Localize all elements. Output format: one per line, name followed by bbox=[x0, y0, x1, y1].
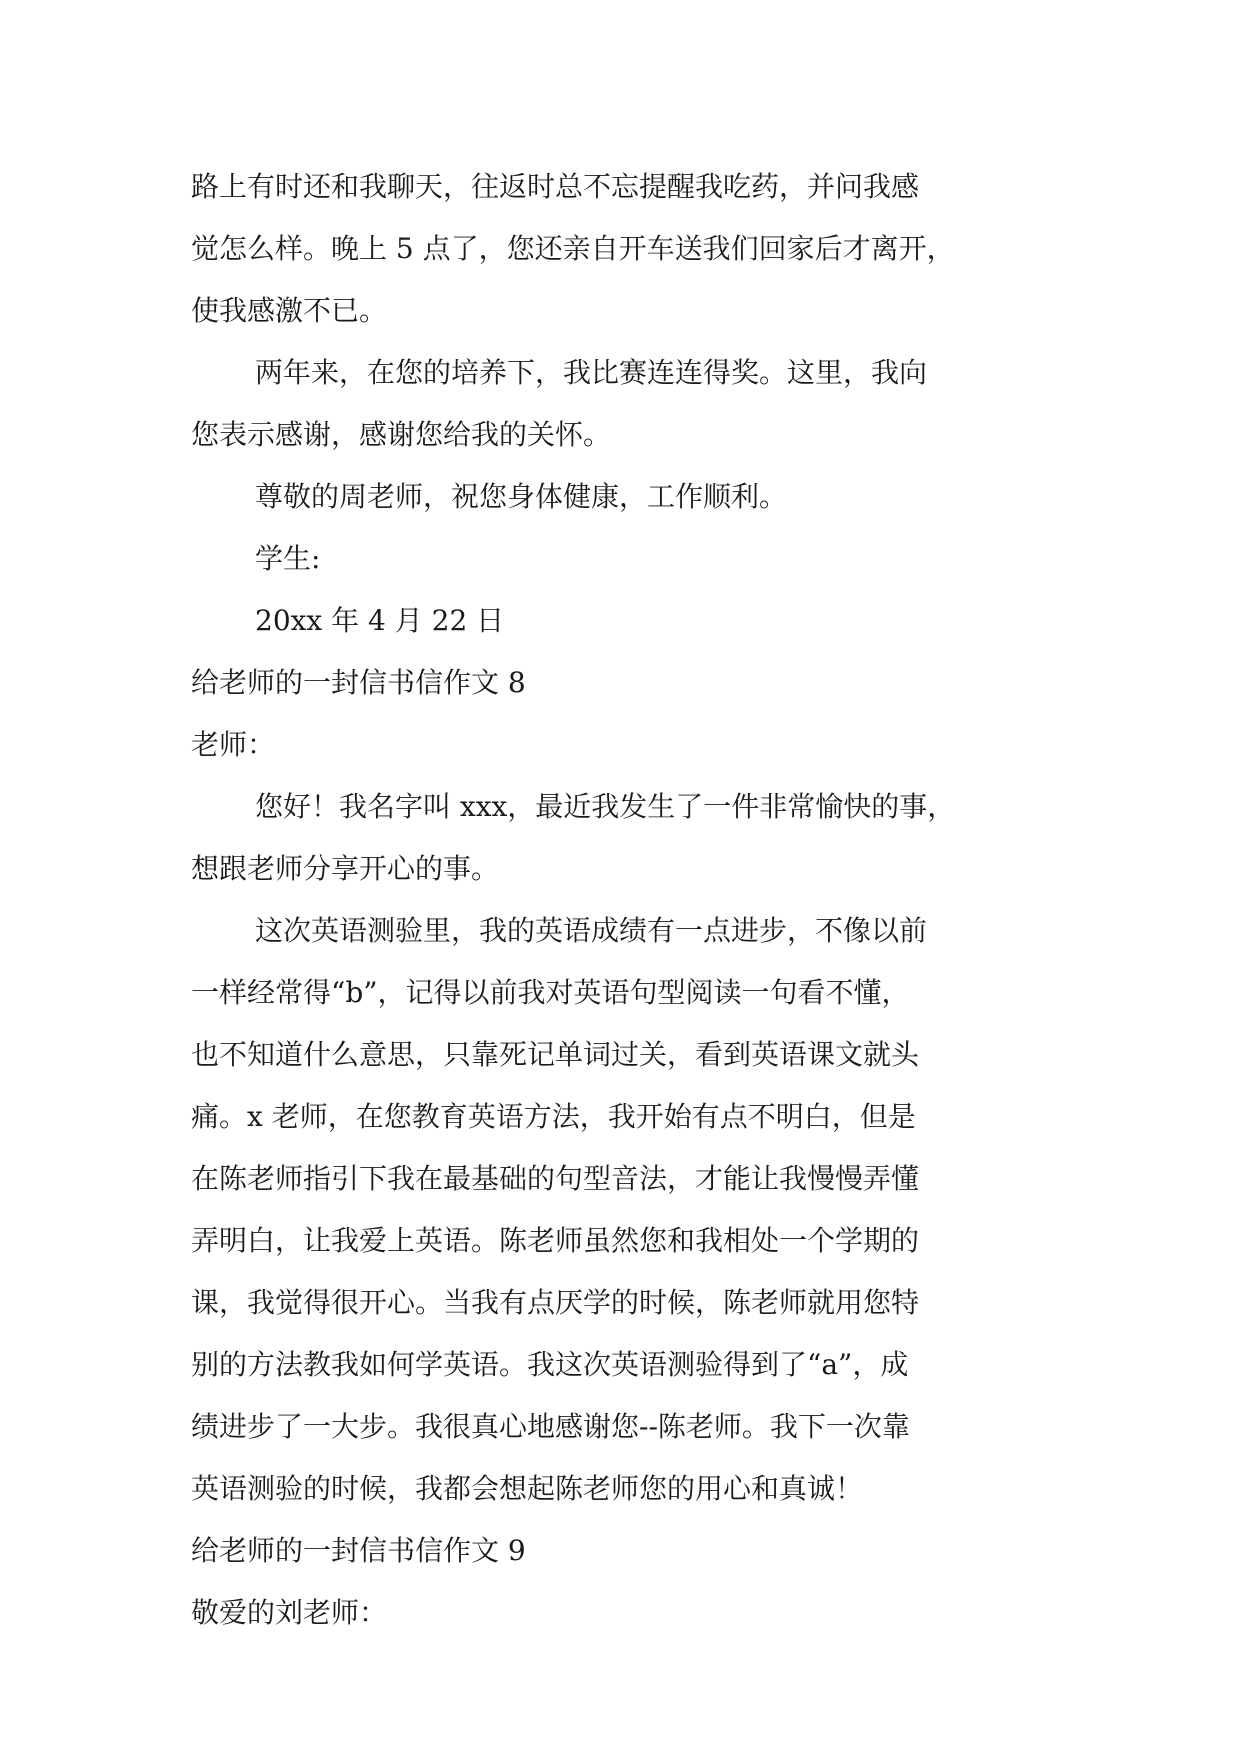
text-line: 也不知道什么意思，只靠死记单词过关，看到英语课文就头 bbox=[191, 1038, 920, 1071]
text-line: 一样经常得“b”，记得以前我对英语句型阅读一句看不懂， bbox=[191, 976, 910, 1009]
text-line: 20xx 年 4 月 22 日 bbox=[255, 604, 505, 637]
text-line: 两年来，在您的培养下，我比赛连连得奖。这里，我向 bbox=[255, 356, 928, 389]
text-line: 英语测验的时候，我都会想起陈老师您的用心和真诚！ bbox=[191, 1472, 864, 1505]
text-line: 绩进步了一大步。我很真心地感谢您--陈老师。我下一次靠 bbox=[191, 1410, 910, 1443]
text-line: 路上有时还和我聊天，往返时总不忘提醒我吃药，并问我感 bbox=[191, 170, 920, 203]
text-line: 使我感激不已。 bbox=[191, 294, 388, 327]
text-line: 学生: bbox=[255, 542, 321, 575]
text-line: 课，我觉得很开心。当我有点厌学的时候，陈老师就用您特 bbox=[191, 1286, 920, 1319]
text-line: 老师： bbox=[191, 728, 276, 761]
text-line: 觉怎么样。晚上 5 点了，您还亲自开车送我们回家后才离开， bbox=[191, 232, 955, 265]
salutation bbox=[191, 714, 1061, 776]
signature-date bbox=[191, 590, 1061, 652]
paragraph-thanks bbox=[191, 342, 1061, 466]
heading-text: 给老师的一封信书信作文 8 bbox=[191, 666, 526, 699]
salutation bbox=[191, 1582, 1061, 1644]
text-line: 弄明白，让我爱上英语。陈老师虽然您和我相处一个学期的 bbox=[191, 1224, 920, 1257]
text-line: 痛。x 老师，在您教育英语方法，我开始有点不明白，但是 bbox=[191, 1100, 916, 1133]
text-line: 想跟老师分享开心的事。 bbox=[191, 852, 500, 885]
text-line: 您好！我名字叫 xxx，最近我发生了一件非常愉快的事， bbox=[255, 790, 956, 823]
paragraph-wishes bbox=[191, 466, 1061, 528]
text-line: 别的方法教我如何学英语。我这次英语测验得到了“a”，成 bbox=[191, 1348, 909, 1381]
text-line: 尊敬的周老师，祝您身体健康，工作顺利。 bbox=[255, 480, 788, 513]
section-heading-9 bbox=[191, 1520, 1061, 1582]
document-page bbox=[191, 156, 1061, 1644]
text-line: 在陈老师指引下我在最基础的句型音法，才能让我慢慢弄懂 bbox=[191, 1162, 920, 1195]
signature-student bbox=[191, 528, 1061, 590]
paragraph-english-test bbox=[191, 900, 1061, 1520]
paragraph-greeting bbox=[191, 776, 1061, 900]
text-line: 这次英语测验里，我的英语成绩有一点进步，不像以前 bbox=[255, 914, 928, 947]
heading-text: 给老师的一封信书信作文 9 bbox=[191, 1534, 526, 1567]
text-line: 您表示感谢，感谢您给我的关怀。 bbox=[191, 418, 612, 451]
paragraph-closing-story bbox=[191, 156, 1061, 342]
section-heading-8 bbox=[191, 652, 1061, 714]
text-line: 敬爱的刘老师： bbox=[191, 1596, 388, 1629]
